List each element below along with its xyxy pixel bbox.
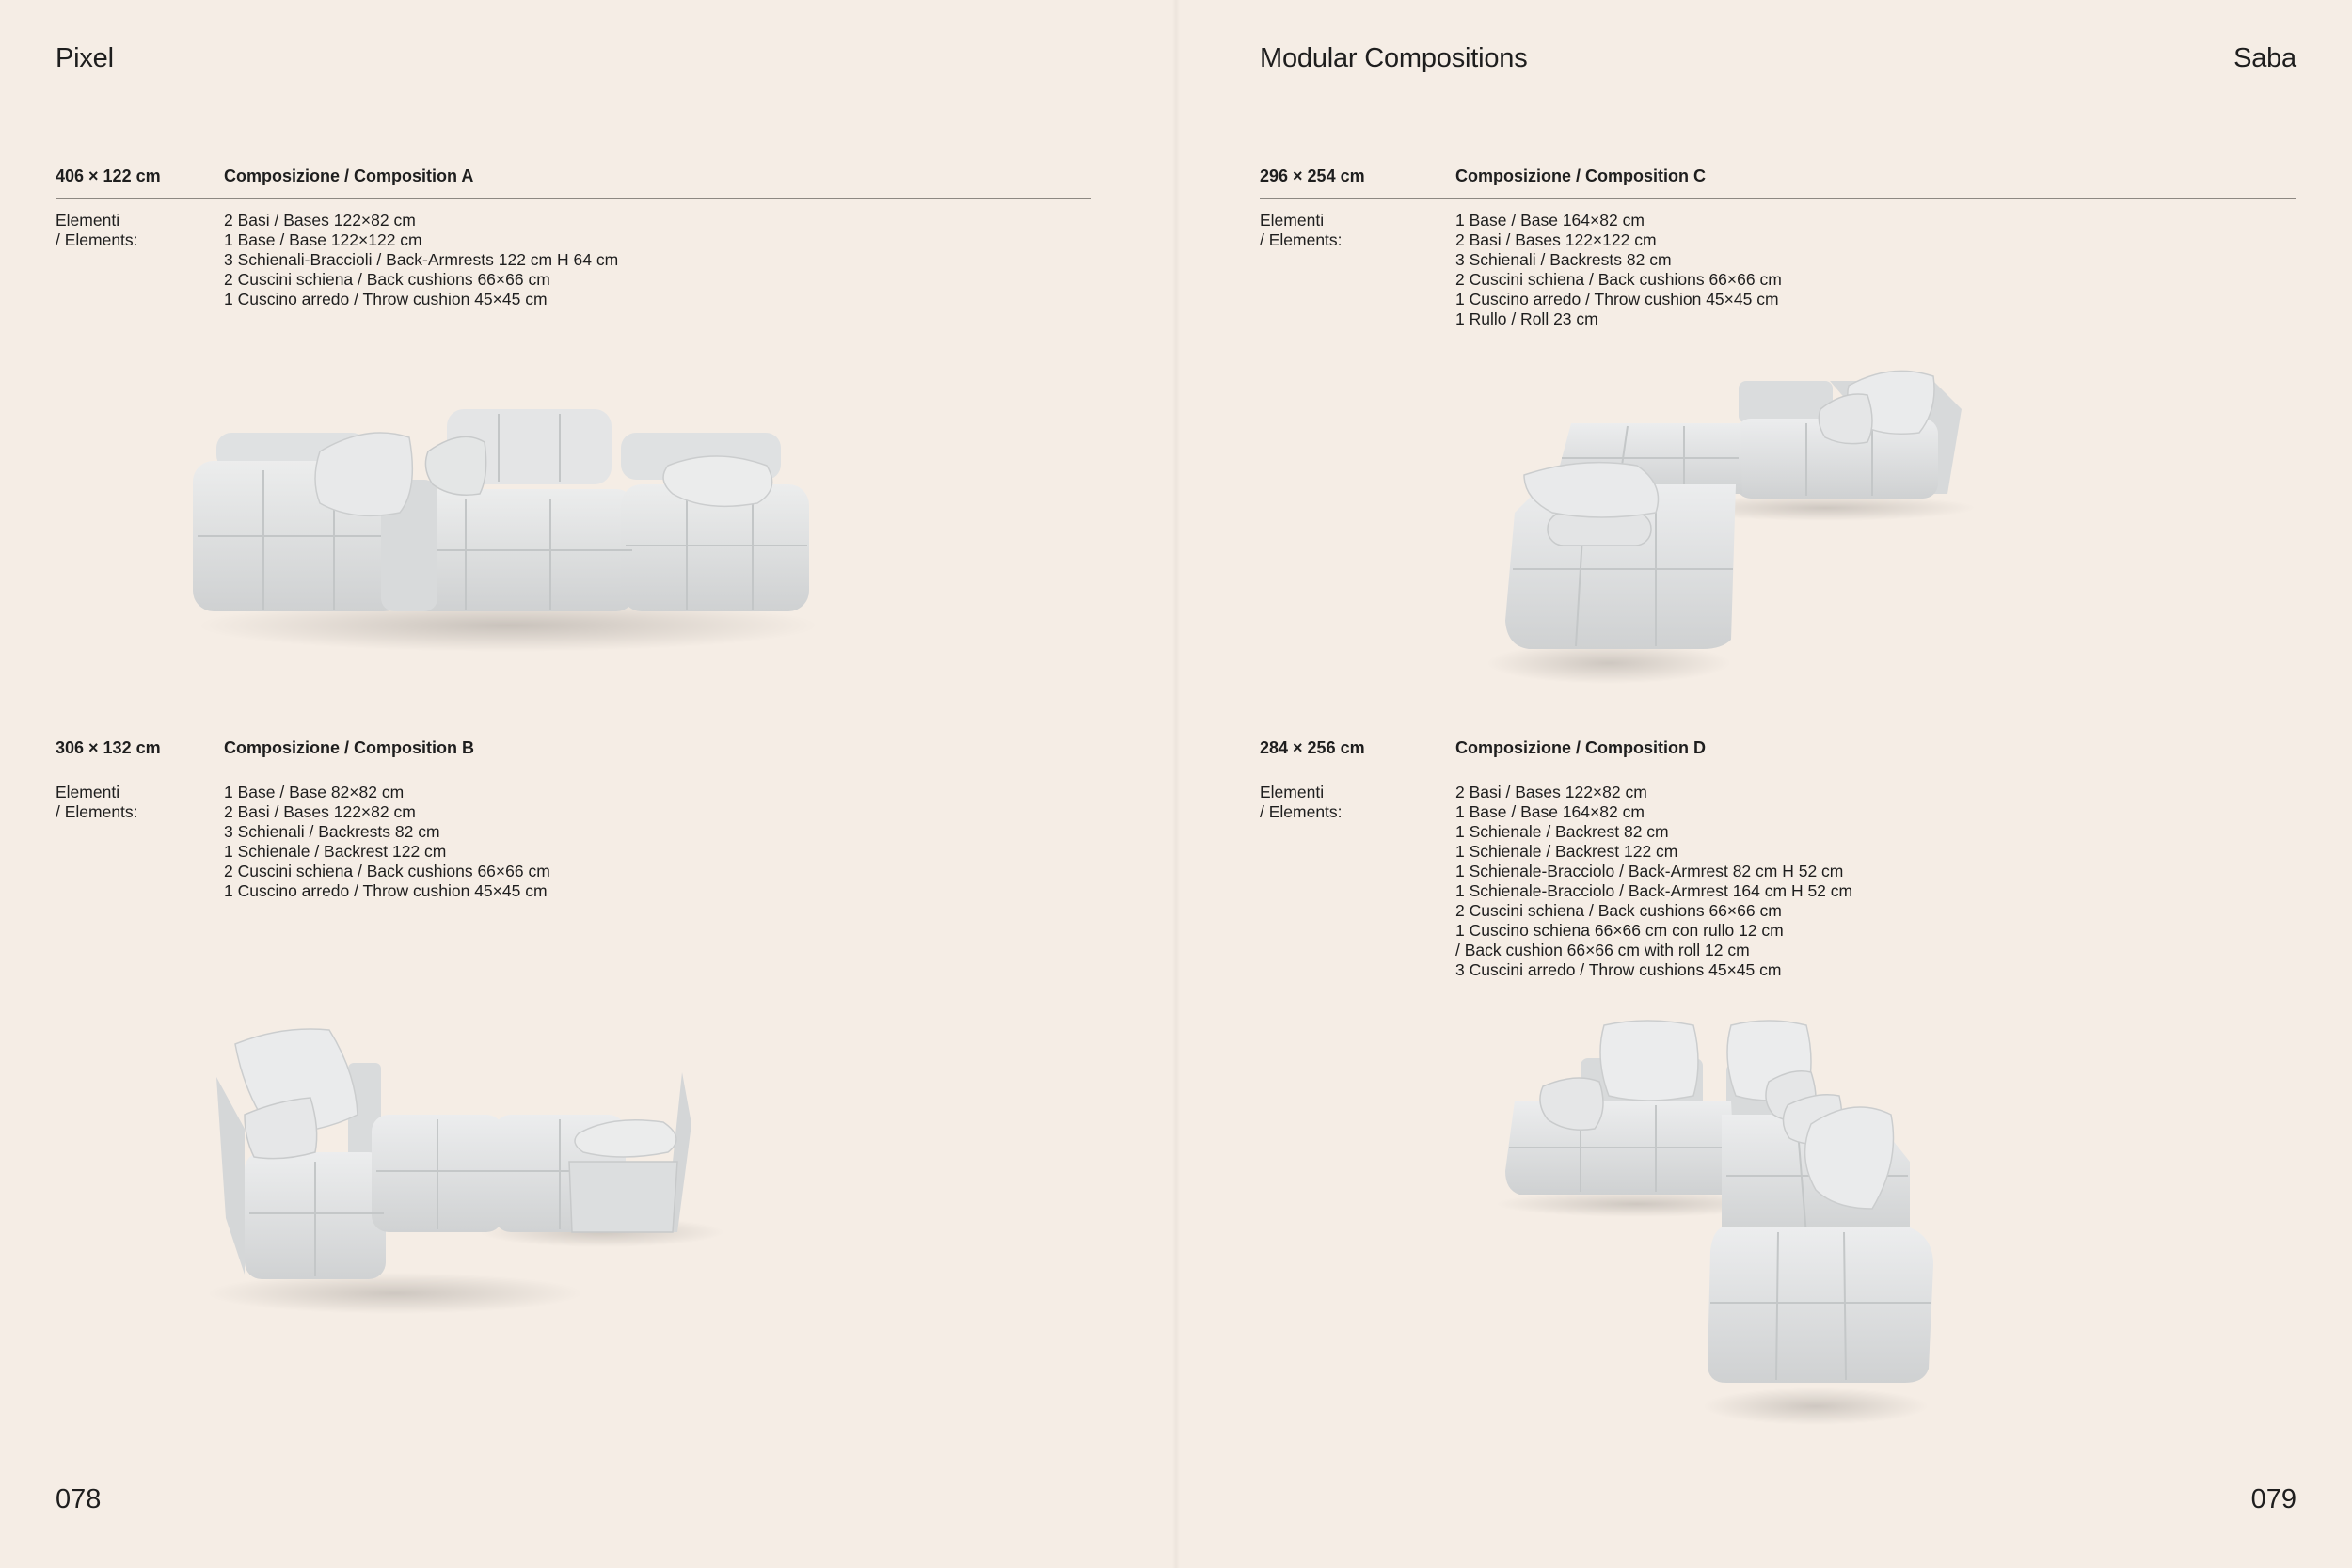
list-item: 1 Cuscino arredo / Throw cushion 45×45 cm	[1455, 290, 1779, 309]
list-item: 2 Basi / Bases 122×122 cm	[1455, 230, 1657, 249]
sofa-image-composition-b	[207, 1021, 734, 1322]
elements-label: Elementi / Elements:	[56, 783, 138, 821]
composition-dimensions: 306 × 132 cm	[56, 738, 161, 757]
list-item: 1 Cuscino schiena 66×66 cm con rullo 12 cm	[1455, 921, 1784, 940]
elements-list	[224, 783, 550, 901]
composition-title: Composizione / Composition C	[1455, 166, 1706, 185]
composition-title: Composizione / Composition D	[1455, 738, 1706, 757]
list-item: 1 Schienale / Backrest 82 cm	[1455, 822, 1669, 841]
sofa-image-composition-a	[179, 395, 837, 668]
divider	[56, 198, 1091, 199]
brand-title: Pixel	[56, 43, 114, 73]
list-item: 2 Cuscini schiena / Back cushions 66×66 cm	[1455, 270, 1782, 289]
list-item: 3 Schienali / Backrests 82 cm	[224, 822, 440, 841]
elements-list	[224, 211, 618, 309]
list-item: 3 Schienali-Braccioli / Back-Armrests 122 cm H 64 cm	[224, 250, 619, 269]
elements-list	[1455, 783, 1852, 980]
list-item: 1 Cuscino arredo / Throw cushion 45×45 cm	[224, 290, 548, 309]
list-item: 2 Basi / Bases 122×82 cm	[224, 802, 416, 821]
composition-dimensions: 284 × 256 cm	[1260, 738, 1365, 757]
list-item: 1 Schienale / Backrest 122 cm	[224, 842, 447, 861]
composition-title: Composizione / Composition A	[224, 166, 474, 185]
publisher-title: Saba	[2233, 43, 2296, 73]
page-number-left: 078	[56, 1484, 102, 1514]
elements-list	[1455, 211, 1782, 329]
list-item: 1 Schienale-Bracciolo / Back-Armrest 164 cm H 52 cm	[1455, 881, 1853, 900]
list-item: 3 Schienali / Backrests 82 cm	[1455, 250, 1672, 269]
list-item: 2 Cuscini schiena / Back cushions 66×66 cm	[224, 862, 550, 880]
section-title: Modular Compositions	[1260, 43, 1528, 73]
composition-dimensions: 406 × 122 cm	[56, 166, 161, 185]
list-item: 1 Base / Base 82×82 cm	[224, 783, 405, 801]
list-item: 2 Cuscini schiena / Back cushions 66×66 cm	[1455, 901, 1782, 920]
page-spine	[1172, 0, 1180, 1568]
elements-label: Elementi / Elements:	[1260, 211, 1343, 249]
list-item: 1 Base / Base 122×122 cm	[224, 230, 422, 249]
list-item: 2 Basi / Bases 122×82 cm	[1455, 783, 1647, 801]
list-item: / Back cushion 66×66 cm with roll 12 cm	[1455, 941, 1750, 959]
list-item: 1 Schienale / Backrest 122 cm	[1455, 842, 1678, 861]
list-item: 1 Base / Base 164×82 cm	[1455, 211, 1645, 230]
list-item: 2 Basi / Bases 122×82 cm	[224, 211, 416, 230]
list-item: 2 Cuscini schiena / Back cushions 66×66 cm	[224, 270, 550, 289]
elements-label: Elementi / Elements:	[56, 211, 138, 249]
sofa-image-composition-c	[1496, 353, 1976, 701]
page-number-right: 079	[2250, 1484, 2296, 1514]
list-item: 3 Cuscini arredo / Throw cushions 45×45 cm	[1455, 960, 1782, 979]
elements-label: Elementi / Elements:	[1260, 783, 1343, 821]
list-item: 1 Base / Base 164×82 cm	[1455, 802, 1645, 821]
composition-dimensions: 296 × 254 cm	[1260, 166, 1365, 185]
list-item: 1 Schienale-Bracciolo / Back-Armrest 82 cm H 52 cm	[1455, 862, 1844, 880]
divider	[1260, 198, 2296, 199]
composition-title: Composizione / Composition B	[224, 738, 474, 757]
sofa-image-composition-d	[1496, 1021, 1947, 1434]
list-item: 1 Cuscino arredo / Throw cushion 45×45 cm	[224, 881, 548, 900]
list-item: 1 Rullo / Roll 23 cm	[1455, 309, 1598, 328]
